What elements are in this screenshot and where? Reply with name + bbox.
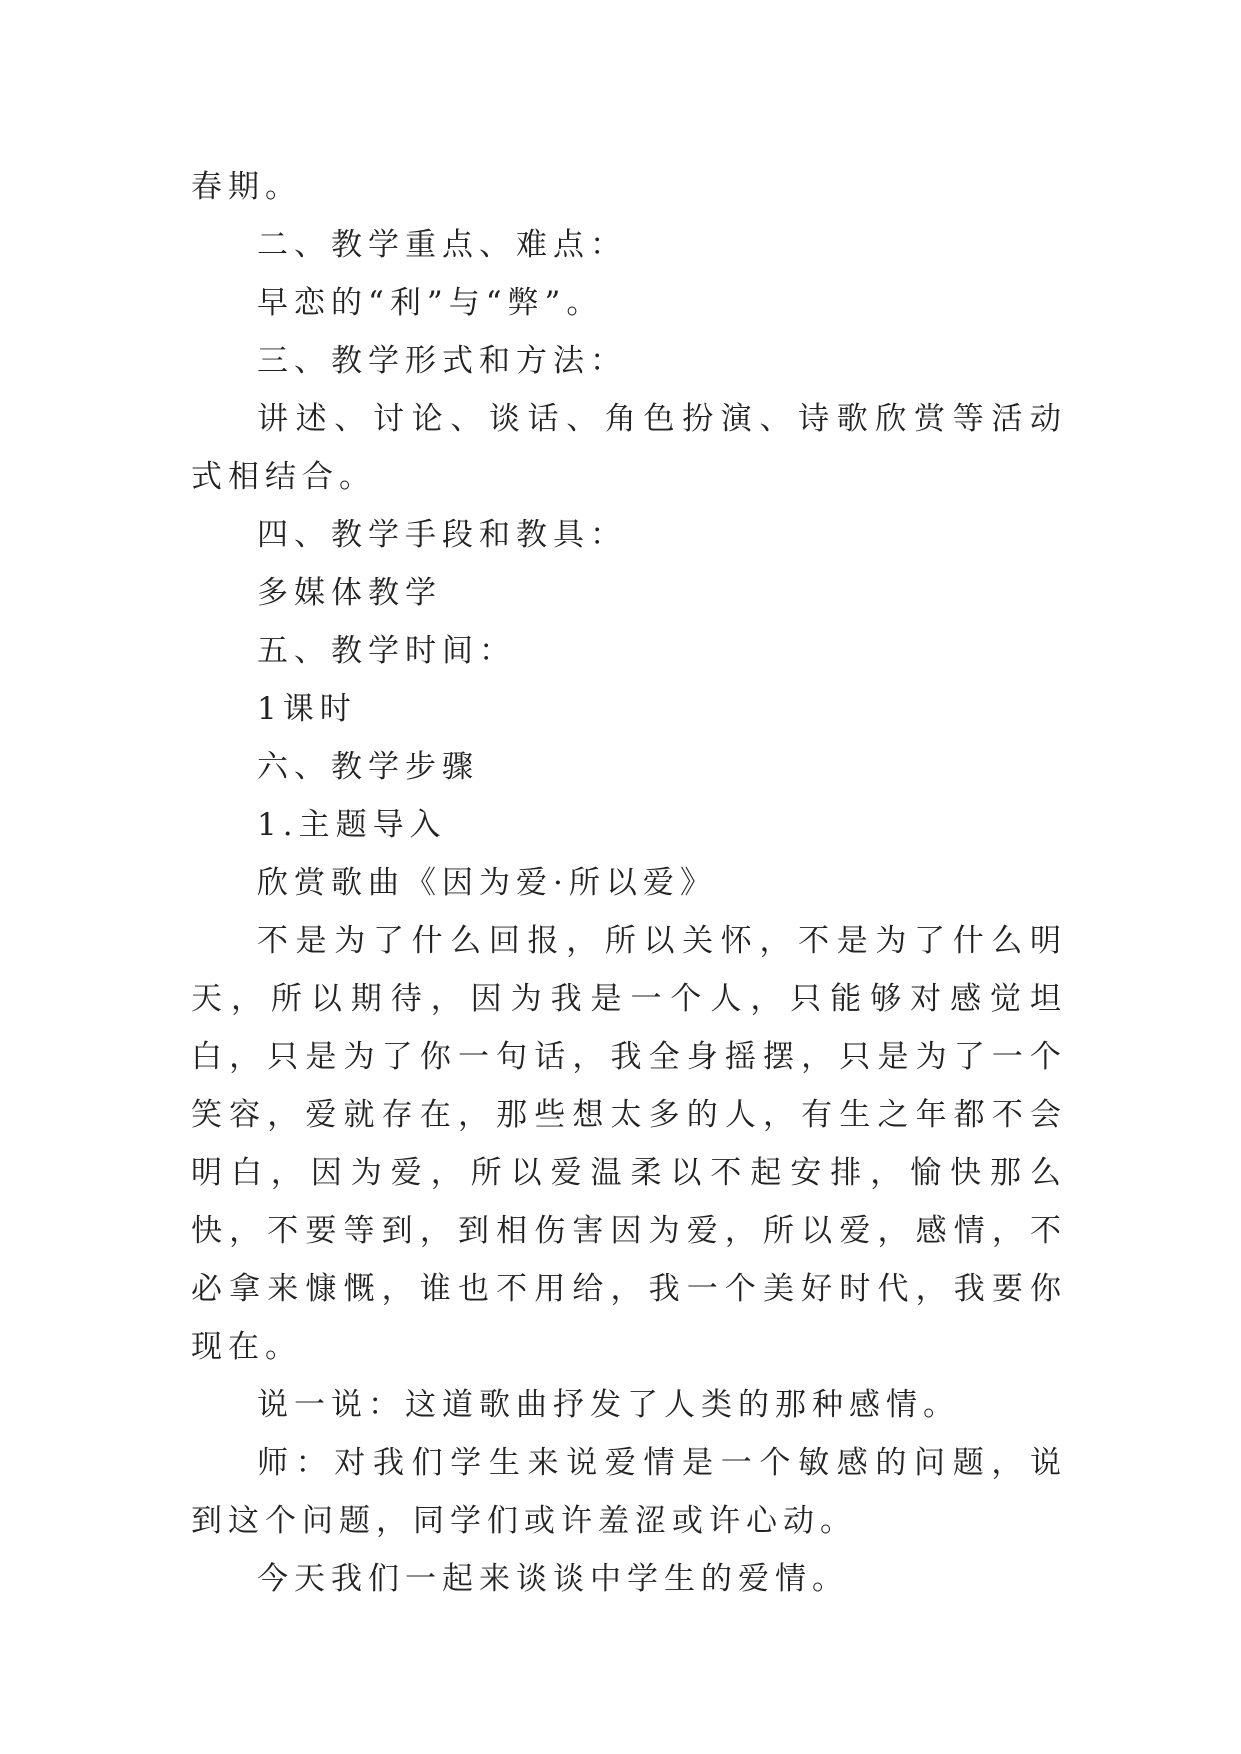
paragraph-discussion: 说一说：这道歌曲抒发了人类的那种感情。	[257, 1387, 960, 1423]
document-body	[191, 158, 1067, 1608]
heading-key-points: 二、教学重点、难点：	[257, 227, 627, 263]
heading-tools: 四、教学手段和教具：	[257, 517, 627, 553]
heading-steps: 六、教学步骤	[257, 749, 479, 785]
paragraph-continuation: 春期。	[191, 169, 302, 205]
paragraph-methods: 讲述、讨论、谈话、角色扮演、诗歌欣赏等活动式相结合。	[191, 401, 1067, 495]
paragraph-closing: 今天我们一起来谈谈中学生的爱情。	[257, 1561, 849, 1597]
subheading-intro: 1.主题导入	[257, 807, 447, 843]
paragraph-teacher: 师：对我们学生来说爱情是一个敏感的问题，说到这个问题，同学们或许羞涩或许心动。	[191, 1445, 1067, 1539]
paragraph-tools: 多媒体教学	[257, 575, 442, 611]
paragraph-time: 1课时	[257, 691, 357, 727]
paragraph-song-lyrics: 不是为了什么回报，所以关怀，不是为了什么明天，所以期待，因为我是一个人，只能够对感觉坦白，只是为了你一句话，我全身摇摆，只是为了一个笑容，爱就存在，那些想太多的人，有生之年都不会明白，因为爱，所以爱温柔以不起安排，愉快那么快，不要等到，到相伤害因为爱，所以爱，感情，不必拿来慷慨，谁也不用给，我一个美好时代，我要你现在。	[191, 923, 1067, 1365]
heading-time: 五、教学时间：	[257, 633, 516, 669]
paragraph-song-title: 欣赏歌曲《因为爱·所以爱》	[257, 865, 717, 901]
heading-methods: 三、教学形式和方法：	[257, 343, 627, 379]
paragraph-key-points: 早恋的“利”与“弊”。	[257, 285, 604, 321]
